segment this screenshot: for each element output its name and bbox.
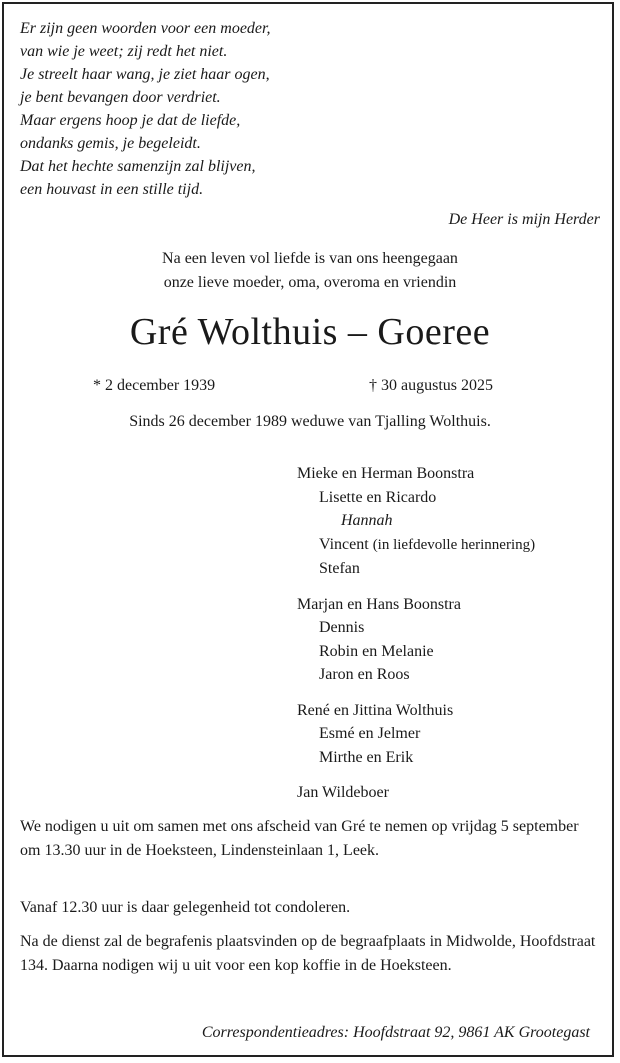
poem-line: Je streelt haar wang, je ziet haar ogen, [20, 66, 270, 83]
poem-line: Er zijn geen woorden voor een moeder, [20, 20, 271, 37]
family-member: Stefan [319, 560, 360, 577]
family-member: Jaron en Roos [319, 666, 410, 683]
condolence-info: Vanaf 12.30 uur is daar gelegenheid tot condoleren. [20, 899, 351, 916]
family-member: Robin en Melanie [319, 642, 434, 660]
intro-line-1: Na een leven vol liefde is van ons heengegaan [162, 250, 458, 267]
poem-line: je bent bevangen door verdriet. [20, 89, 221, 106]
remembrance-note: (in liefdevolle herinnering) [372, 536, 536, 553]
widow-line: Sinds 26 december 1989 weduwe van Tjalling Wolthuis. [129, 413, 491, 430]
poem-line: ondanks gemis, je begeleidt. [20, 135, 201, 152]
family-member: Dennis [319, 619, 365, 636]
burial-info: Na de dienst zal de begrafenis plaatsvinden op de begraafplaats in Midwolde, Hoofdstraat 134. Daarna nodigen wij u uit voor een kop koffie in de Hoeksteen. [20, 933, 596, 974]
family-head: Mieke en Herman Boonstra [297, 465, 475, 482]
poem [20, 17, 270, 201]
death-date: † 30 augustus 2025 [369, 377, 493, 394]
family-member: Mirthe en Erik [319, 748, 414, 766]
family-head: Marjan en Hans Boonstra [297, 595, 461, 613]
family-member: Lisette en Ricardo [319, 488, 437, 506]
deceased-name: Gré Wolthuis – Goeree [129, 311, 491, 353]
family-head: René en Jittina Wolthuis [297, 701, 454, 719]
family-member: Esmé en Jelmer [319, 725, 421, 742]
service-invitation: We nodigen u uit om samen met ons afscheid van Gré te nemen op vrijdag 5 september om 13.30 uur in de Hoeksteen, Lindensteinlaan 1, Leek. [20, 818, 579, 859]
correspondence-address: Correspondentieadres: Hoofdstraat 92, 9861 AK Grootegast [201, 1024, 590, 1041]
birth-date: * 2 december 1939 [93, 377, 216, 394]
family-list [297, 462, 535, 805]
intro-text [0, 247, 620, 295]
motto: De Heer is mijn Herder [448, 211, 600, 228]
poem-line: van wie je weet; zij redt het niet. [20, 43, 228, 60]
poem-line: Maar ergens hoop je dat de liefde, [20, 112, 241, 129]
family-member [297, 533, 535, 558]
family-member: Hannah [341, 512, 393, 529]
family-member-name: Vincent [319, 535, 369, 553]
family-head: Jan Wildeboer [297, 784, 389, 801]
poem-line: Dat het hechte samenzijn zal blijven, [20, 158, 256, 175]
poem-line: een houvast in een stille tijd. [20, 181, 204, 198]
intro-line-2: onze lieve moeder, oma, overoma en vriendin [163, 274, 457, 291]
